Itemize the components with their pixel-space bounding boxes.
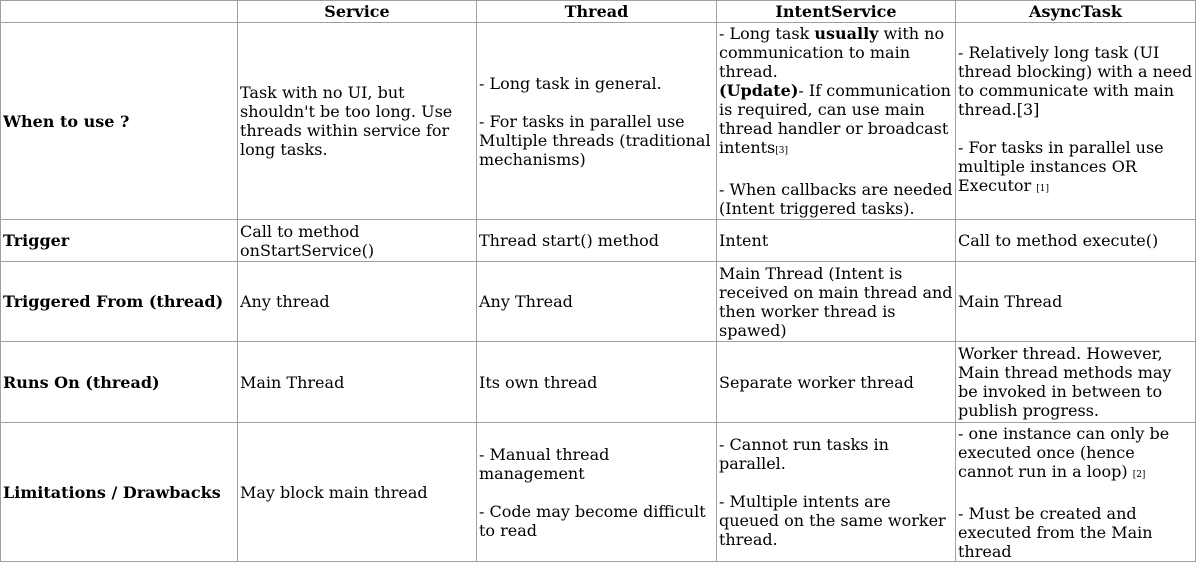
header-corner xyxy=(1,1,238,23)
cell-intentservice-trigger: Intent xyxy=(717,220,956,262)
cell-intentservice-triggered-from: Main Thread (Intent is received on main thread and then worker thread is spawed) xyxy=(717,262,956,342)
header-intentservice: IntentService xyxy=(717,1,956,23)
cell-thread-triggered-from: Any Thread xyxy=(477,262,717,342)
row-label-trigger: Trigger xyxy=(1,220,238,262)
intent-when-p2: - When callbacks are needed (Intent triggered tasks). xyxy=(719,180,953,218)
header-service: Service xyxy=(238,1,477,23)
cell-intentservice-limitations xyxy=(717,423,956,562)
cell-intentservice-runs-on: Separate worker thread xyxy=(717,342,956,423)
intent-when-a: - Long task xyxy=(719,24,815,43)
cell-asynctask-when xyxy=(956,23,1196,220)
async-when-ref: [1] xyxy=(1036,184,1049,194)
cell-intentservice-when xyxy=(717,23,956,220)
cell-service-triggered-from: Any thread xyxy=(238,262,477,342)
thread-limits-p1: - Manual thread management xyxy=(479,444,610,483)
intent-limits-p2: - Multiple intents are queued on the same worker thread. xyxy=(719,492,946,549)
cell-service-trigger: Call to method onStartService() xyxy=(238,220,477,262)
intent-when-ref: [3] xyxy=(775,146,789,156)
cell-thread-limitations xyxy=(477,423,717,562)
cell-asynctask-trigger: Call to method execute() xyxy=(956,220,1196,262)
row-label-runs-on: Runs On (thread) xyxy=(1,342,238,423)
table-row-trigger xyxy=(1,220,1196,262)
async-limits-p1: - one instance can only be executed once (hence cannot run in a loop) xyxy=(958,423,1170,481)
async-when-p2: - For tasks in parallel use multiple instances OR Executor xyxy=(958,138,1164,195)
table-row-limitations xyxy=(1,423,1196,562)
cell-thread-runs-on: Its own thread xyxy=(477,342,717,423)
intent-limits-p1: - Cannot run tasks in parallel. xyxy=(719,435,889,473)
header-thread: Thread xyxy=(477,1,717,23)
intent-when-update: (Update) xyxy=(719,81,799,100)
table-row-triggered-from xyxy=(1,262,1196,342)
thread-when-p2: - For tasks in parallel use Multiple threads (traditional mechanisms) xyxy=(479,111,711,169)
async-when-p1: - Relatively long task (UI thread blocking) with a need to communicate with main thread.[3] xyxy=(958,43,1193,119)
cell-asynctask-limitations xyxy=(956,423,1196,562)
thread-limits-p2: - Code may become difficult to read xyxy=(479,501,706,540)
cell-service-when: Task with no UI, but shouldn't be too long. Use threads within service for long tasks. xyxy=(238,23,477,220)
table-row-runs-on xyxy=(1,342,1196,423)
row-label-triggered-from: Triggered From (thread) xyxy=(1,262,238,342)
cell-thread-when xyxy=(477,23,717,220)
async-limits-p2: - Must be created and executed from the Main thread xyxy=(958,503,1153,561)
cell-asynctask-triggered-from: Main Thread xyxy=(956,262,1196,342)
row-label-when-to-use: When to use ? xyxy=(1,23,238,220)
row-label-limitations: Limitations / Drawbacks xyxy=(1,423,238,562)
cell-thread-trigger: Thread start() method xyxy=(477,220,717,262)
async-limits-ref: [2] xyxy=(1132,469,1146,480)
cell-asynctask-runs-on: Worker thread. However, Main thread methods may be invoked in between to publish progress. xyxy=(956,342,1196,423)
header-asynctask: AsyncTask xyxy=(956,1,1196,23)
intent-when-usually: usually xyxy=(814,24,879,43)
intent-when-c: with no communication to main thread. xyxy=(719,24,945,81)
header-row xyxy=(1,1,1196,23)
cell-service-runs-on: Main Thread xyxy=(238,342,477,423)
thread-when-p1: - Long task in general. xyxy=(479,73,662,93)
cell-service-limitations: May block main thread xyxy=(238,423,477,562)
intent-when-e: - If communication is required, can use main thread handler or broadcast intents xyxy=(719,81,951,157)
table-row-when-to-use xyxy=(1,23,1196,220)
